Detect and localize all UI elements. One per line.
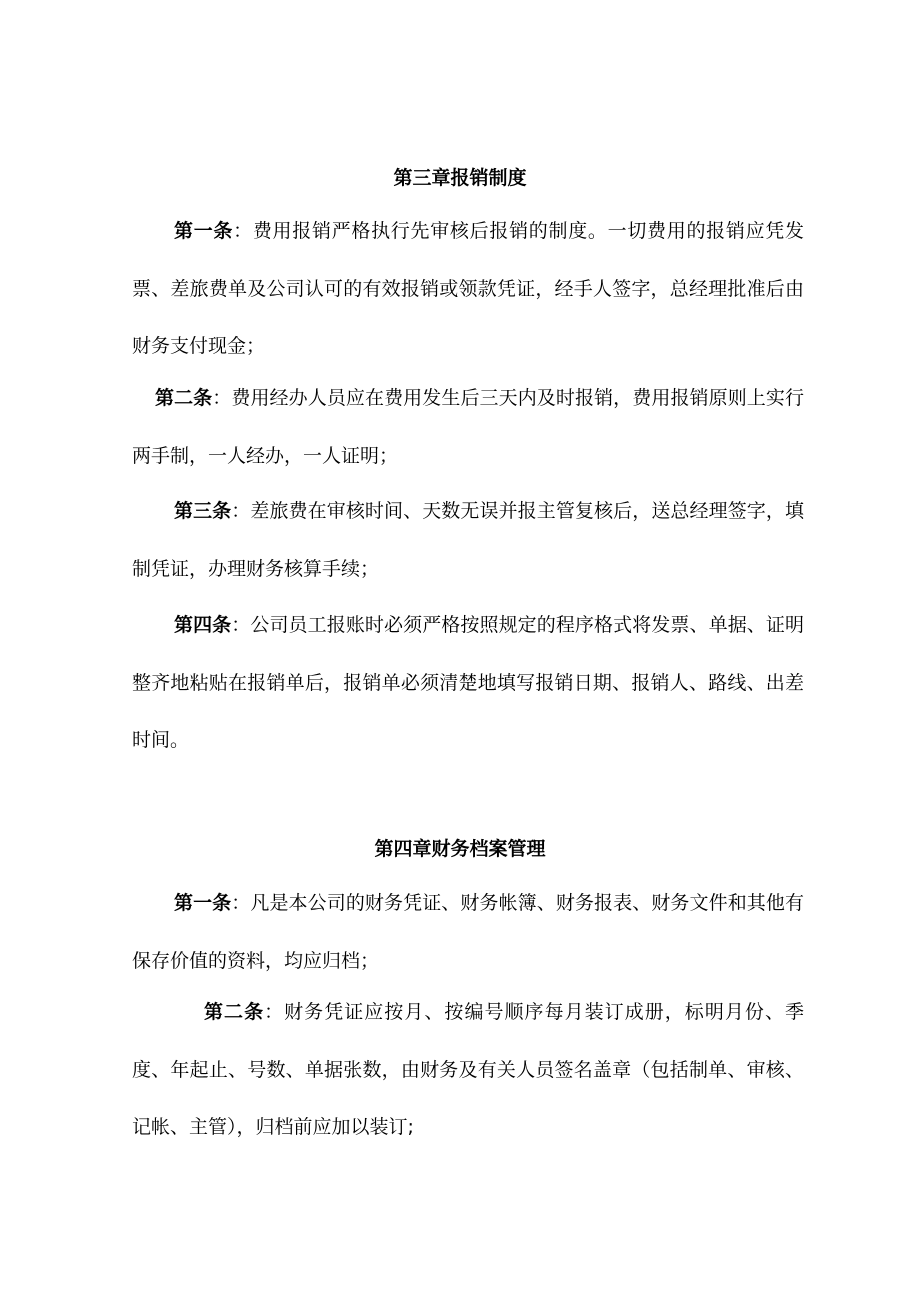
chapter-3-article-3 — [132, 483, 804, 598]
article-label: 第二条 — [204, 1001, 265, 1023]
article-label: 第四条 — [174, 614, 232, 636]
article-label: 第三条 — [174, 500, 232, 522]
article-label: 第一条 — [174, 220, 234, 242]
article-text: ：差旅费在审核时间、天数无误并报主管复核后，送总经理签字，填制凭证，办理财务核算手续； — [132, 500, 804, 580]
article-text: ：公司员工报账时必须严格按照规定的程序格式将发票、单据、证明整齐地粘贴在报销单后，报销单必须清楚地填写报销日期、报销人、路线、出差时间。 — [132, 614, 804, 751]
article-label: 第二条 — [155, 387, 213, 409]
article-text: ：财务凭证应按月、按编号顺序每月装订成册，标明月份、季度、年起止、号数、单据张数，由财务及有关人员签名盖章（包括制单、审核、记帐、主管），归档前应加以装订; — [132, 1001, 804, 1138]
article-label: 第一条 — [174, 892, 232, 914]
chapter-4-article-1 — [132, 875, 804, 990]
chapter-3-article-2 — [132, 370, 804, 485]
article-text: ：凡是本公司的财务凭证、财务帐簿、财务报表、财务文件和其他有保存价值的资料，均应归档； — [132, 892, 804, 972]
chapter-3-article-4 — [132, 597, 804, 770]
chapter-4-title: 第四章财务档案管理 — [374, 838, 546, 860]
article-text: ：费用经办人员应在费用发生后三天内及时报销，费用报销原则上实行两手制，一人经办，一人证明； — [132, 387, 804, 467]
chapter-4-article-2 — [132, 984, 804, 1157]
chapter-3-title: 第三章报销制度 — [393, 167, 527, 189]
chapter-3-article-1 — [132, 203, 804, 376]
article-text: ：费用报销严格执行先审核后报销的制度。一切费用的报销应凭发票、差旅费单及公司认可的有效报销或领款凭证，经手人签字，总经理批准后由财务支付现金； — [132, 220, 804, 357]
